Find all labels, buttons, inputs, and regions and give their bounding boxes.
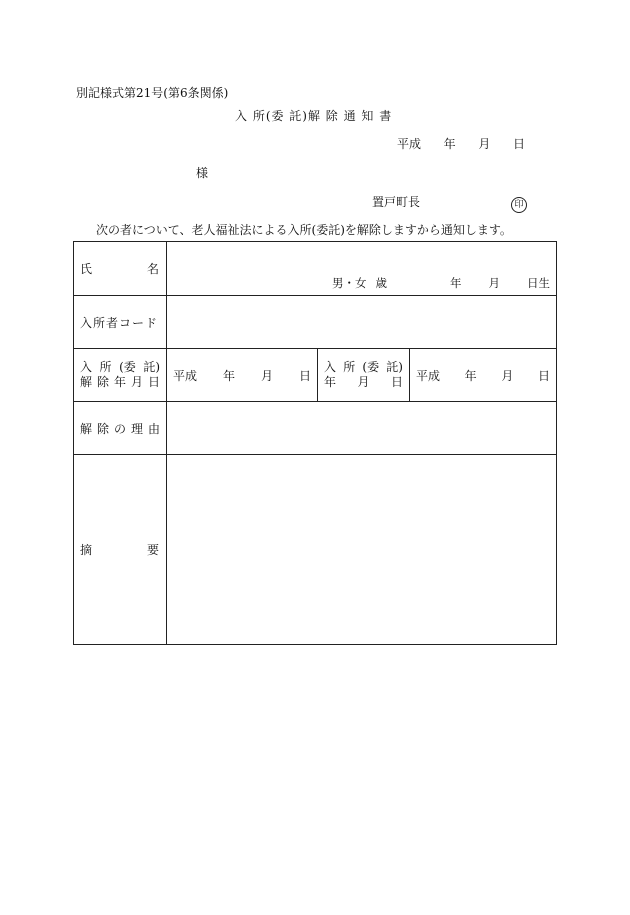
admit-date-year: 年: [464, 368, 477, 383]
cancel-date-month: 月: [260, 368, 273, 383]
document-title: 入 所(委 託)解 除 通 知 書: [235, 109, 393, 123]
cancel-date-label-cell: 入 所 (委 託) 解 除 年 月 日: [74, 349, 167, 402]
cancel-date-field[interactable]: [167, 349, 318, 402]
cancel-date-era: 平成: [173, 368, 198, 383]
row-code: [74, 296, 557, 349]
row-summary: [74, 455, 557, 645]
name-label-2: 名: [146, 262, 159, 276]
row-name: [74, 242, 557, 296]
admit-date-day: 日: [537, 368, 550, 383]
age-unit: 歳: [375, 276, 388, 290]
summary-label-2: 要: [146, 543, 159, 557]
row-reason: [74, 402, 557, 455]
admit-date-month: 月: [501, 368, 514, 383]
reason-field[interactable]: [167, 402, 557, 455]
name-label-1: 氏: [80, 262, 93, 276]
gender-birth-line: [332, 275, 550, 291]
code-label-cell: [74, 296, 167, 349]
seal-mark: [511, 192, 527, 213]
issuer-name: 置戸町長: [372, 195, 421, 209]
date-year: 年: [443, 137, 456, 151]
date-month: 月: [478, 137, 491, 151]
birth-year-unit: 年: [450, 276, 462, 290]
intro-text: 次の者について、老人福祉法による入所(委託)を解除しますから通知します。: [96, 223, 512, 237]
admit-date-label-cell: 入 所 (委 託) 年 月 日: [318, 349, 410, 402]
name-field[interactable]: [167, 242, 557, 296]
birth-day-unit: 日生: [527, 276, 551, 290]
row-dates: [74, 349, 557, 402]
code-label: 入所者コード: [80, 315, 159, 330]
admit-date-field[interactable]: [410, 349, 557, 402]
issue-date: [397, 135, 525, 152]
form-number: 別記様式第21号(第6条関係): [76, 86, 229, 100]
birth-month-unit: 月: [488, 276, 501, 290]
code-field[interactable]: [167, 296, 557, 349]
gender-choice: 男・女: [332, 276, 367, 290]
notice-form-table: [73, 241, 557, 645]
summary-field[interactable]: [167, 455, 557, 645]
summary-label-cell: [74, 455, 167, 645]
date-era: 平成: [397, 137, 422, 151]
admit-date-era: 平成: [416, 368, 441, 383]
seal-icon: 印: [511, 197, 527, 213]
summary-label-1: 摘: [80, 543, 93, 557]
cancel-date-year: 年: [222, 368, 235, 383]
reason-label-cell: 解 除 の 理 由: [74, 402, 167, 455]
addressee-suffix: 様: [196, 166, 209, 180]
name-label-cell: [74, 242, 167, 296]
cancel-date-day: 日: [298, 368, 311, 383]
date-day: 日: [512, 137, 525, 151]
